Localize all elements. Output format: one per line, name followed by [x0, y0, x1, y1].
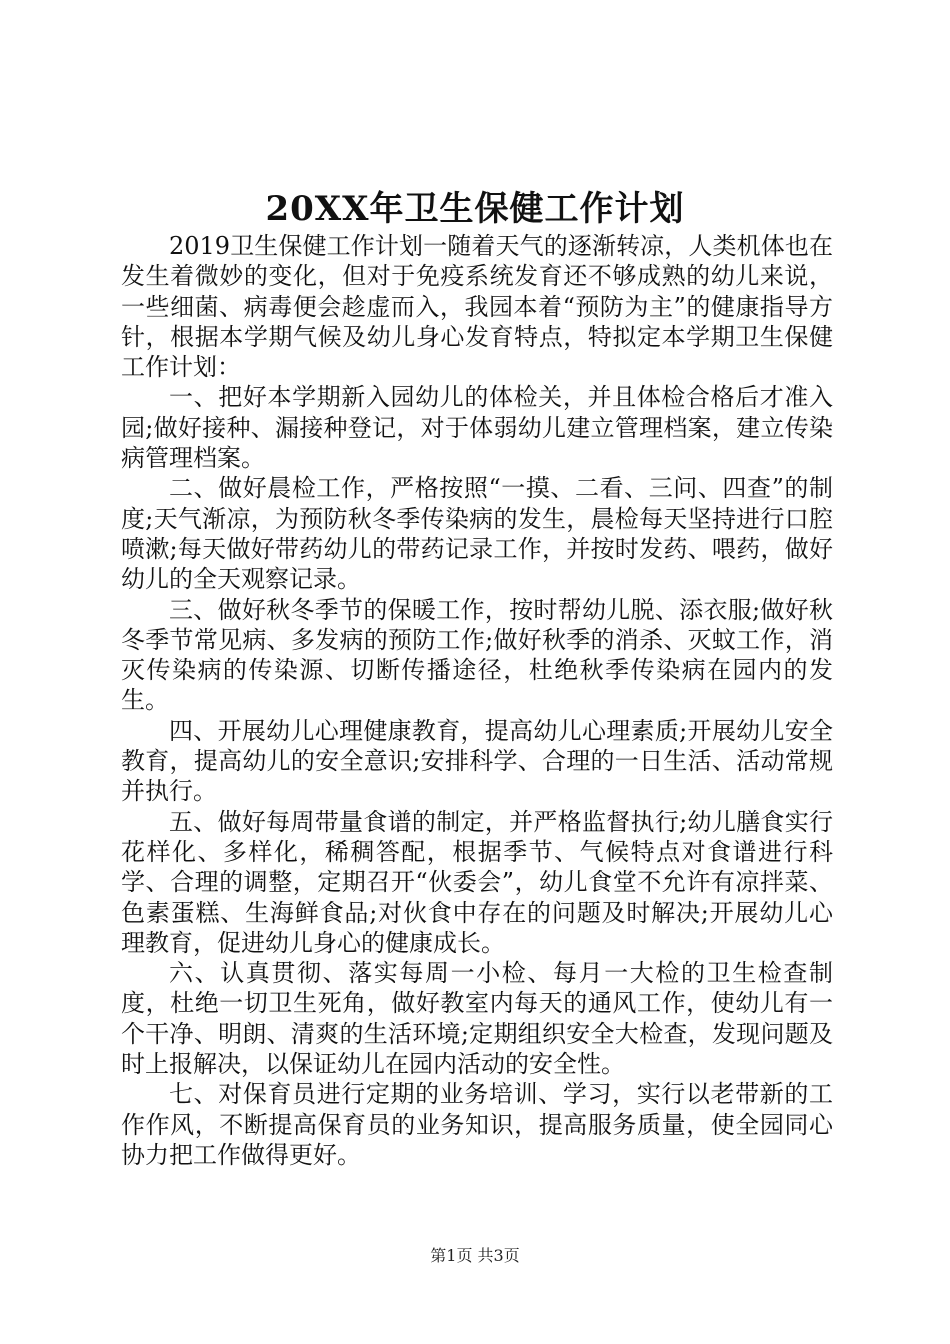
paragraph-item-1: 一、把好本学期新入园幼儿的体检关，并且体检合格后才准入园;做好接种、漏接种登记，对于体弱幼儿建立管理档案，建立传染病管理档案。	[121, 383, 833, 473]
document-body	[121, 231, 833, 1170]
paragraph-item-5: 五、做好每周带量食谱的制定，并严格监督执行;幼儿膳食实行花样化、多样化，稀稠答配，根据季节、气候特点对食谱进行科学、合理的调整，定期召开“伙委会”，幼儿食堂不允许有凉拌菜、色素蛋糕、生海鲜食品;对伙食中存在的问题及时解决;开展幼儿心理教育，促进幼儿身心的健康成长。	[121, 807, 833, 957]
document-title: 20XX年卫生保健工作计划	[265, 189, 685, 229]
paragraph-item-7: 七、对保育员进行定期的业务培训、学习，实行以老带新的工作作风，不断提高保育员的业务知识，提高服务质量，使全园同心协力把工作做得更好。	[121, 1080, 833, 1169]
paragraph-item-6: 六、认真贯彻、落实每周一小检、每月一大检的卫生检查制度，杜绝一切卫生死角，做好教室内每天的通风工作，使幼儿有一个干净、明朗、清爽的生活环境;定期组织安全大检查，发现问题及时上报解决，以保证幼儿在园内活动的安全性。	[121, 959, 833, 1079]
paragraph-intro: 2019卫生保健工作计划一随着天气的逐渐转凉，人类机体也在发生着微妙的变化，但对于免疫系统发育还不够成熟的幼儿来说，一些细菌、病毒便会趁虚而入，我园本着“预防为主”的健康指导方针，根据本学期气候及幼儿身心发育特点，特拟定本学期卫生保健工作计划：	[121, 232, 833, 382]
paragraph-item-4: 四、开展幼儿心理健康教育，提高幼儿心理素质;开展幼儿安全教育，提高幼儿的安全意识;安排科学、合理的一日生活、活动常规并执行。	[121, 716, 833, 806]
page-number-footer: 第1页 共3页	[430, 1246, 520, 1265]
paragraph-item-3: 三、做好秋冬季节的保暖工作，按时帮幼儿脱、添衣服;做好秋冬季节常见病、多发病的预防工作;做好秋季的消杀、灭蚊工作，消灭传染病的传染源、切断传播途径，杜绝秋季传染病在园内的发生。	[121, 595, 833, 715]
paragraph-item-2: 二、做好晨检工作，严格按照“一摸、二看、三问、四查”的制度;天气渐凉，为预防秋冬季传染病的发生，晨检每天坚持进行口腔喷漱;每天做好带药幼儿的带药记录工作，并按时发药、喂药，做好幼儿的全天观察记录。	[121, 474, 833, 594]
